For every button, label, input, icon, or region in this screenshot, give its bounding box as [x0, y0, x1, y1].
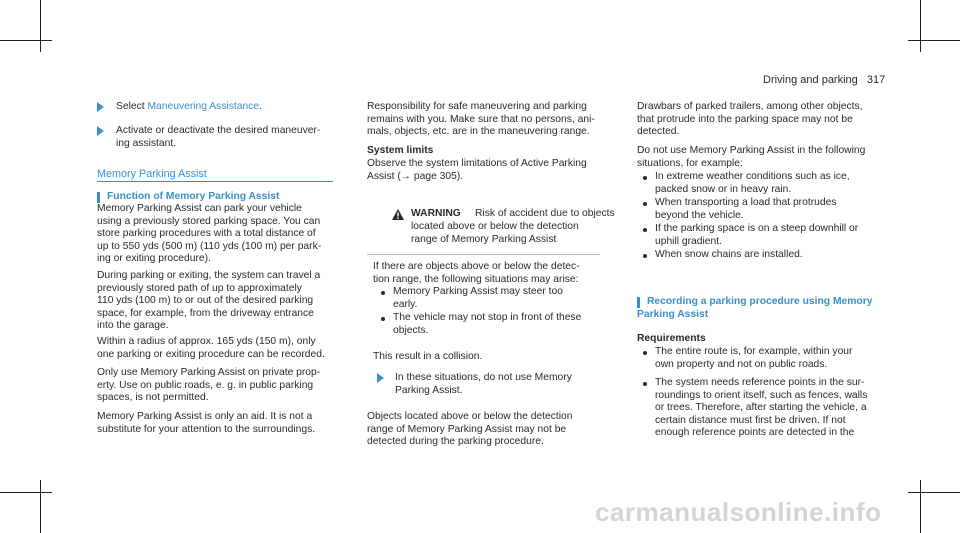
list-item: In extreme weather conditions such as ice, packed snow or in heavy rain. — [655, 171, 850, 195]
bullet-icon — [643, 254, 647, 258]
warning-heading: Risk of accident due to objects — [475, 208, 615, 219]
bullet-icon — [643, 382, 647, 386]
paragraph: Observe the system limitations of Active Parking Assist (→ page 305). — [367, 158, 587, 182]
maneuvering-assistance-link[interactable]: Maneuvering Assistance — [147, 101, 260, 112]
list-item: The vehicle may not stop in front of these objects. — [393, 312, 582, 336]
requirements-title: Requirements — [637, 333, 706, 344]
warning-heading-cont: located above or below the detection range of Memory Parking Assist — [411, 221, 579, 245]
paragraph: Only use Memory Parking Assist on private prop- erty. Use on public roads, e. g. in public parking spaces, is not permitted. — [97, 367, 321, 404]
subsection-title: Recording a parking procedure using Memory — [647, 296, 873, 307]
paragraph: Objects located above or below the detection range of Memory Parking Assist may not be detected during the parking procedure. — [367, 411, 573, 448]
step-arrow-icon — [97, 126, 104, 136]
paragraph: Memory Parking Assist can park your vehicle using a previously stored parking space. You can store parking procedures with a total distance of up to 550 yds (500 m) (110 yds (100 m) per park- ing or exiting procedure). — [97, 203, 322, 265]
section-title: Memory Parking Assist — [97, 168, 207, 180]
list-item: When transporting a load that protrudes beyond the vehicle. — [655, 197, 837, 221]
paragraph: Do not use Memory Parking Assist in the following situations, for example: — [637, 145, 866, 169]
bullet-icon — [643, 202, 647, 206]
subsection-title-cont: Parking Assist — [637, 309, 709, 320]
crop-mark — [0, 40, 52, 41]
warning-label: WARNING — [411, 208, 461, 219]
step-select: Select Maneuvering Assistance. — [116, 101, 262, 112]
bullet-icon — [643, 351, 647, 355]
subsection-bar — [637, 297, 640, 308]
step-activate: Activate or deactivate the desired maneuver- ing assistant. — [116, 125, 321, 149]
page-number: 317 — [866, 74, 886, 86]
warning-triangle-icon — [392, 209, 404, 220]
warning-intro: If there are objects above or below the detec- tion range, the following situations may arise: — [373, 261, 580, 285]
list-item: Memory Parking Assist may steer too early. — [393, 286, 563, 310]
crop-mark — [40, 480, 41, 533]
section-name: Driving and parking — [763, 74, 858, 86]
crop-mark — [0, 492, 52, 493]
bullet-icon — [643, 228, 647, 232]
warning-result: This result in a collision. — [373, 351, 483, 362]
subsection-title: Function of Memory Parking Assist — [107, 191, 280, 202]
step-arrow-icon — [377, 373, 384, 383]
crop-mark — [908, 492, 960, 493]
crop-mark — [908, 40, 960, 41]
watermark: carmanualsonline.info — [595, 497, 882, 527]
subsection-bar — [97, 192, 100, 203]
bullet-icon — [381, 317, 385, 321]
paragraph: Memory Parking Assist is only an aid. It is not a substitute for your attention to the surroundings. — [97, 411, 316, 435]
list-item: The system needs reference points in the sur- roundings to orient itself, such as fences, walls or trees. Therefore, after starting the vehicle, a certain distance must first be driven. If not enough reference points are detected in the — [655, 377, 868, 439]
list-item: When snow chains are installed. — [655, 249, 803, 260]
bullet-icon — [381, 291, 385, 295]
crop-mark — [920, 480, 921, 533]
step-arrow-icon — [97, 102, 104, 112]
paragraph: Responsibility for safe maneuvering and parking remains with you. Make sure that no persons, ani- mals, objects, etc. are in the maneuvering range. — [367, 101, 595, 138]
paragraph: Drawbars of parked trailers, among other objects, that protrude into the parking space may not be detected. — [637, 101, 863, 138]
warning-divider — [367, 254, 600, 255]
section-rule — [97, 181, 333, 182]
running-header — [763, 74, 885, 86]
paragraph: During parking or exiting, the system can travel a previously stored path of up to approximately 110 yds (100 m) to or out of the desired parking space, for example, from the driveway entrance into the garage. — [97, 270, 321, 332]
list-item: If the parking space is on a steep downhill or uphill gradient. — [655, 223, 859, 247]
system-limits-title: System limits — [367, 145, 434, 156]
paragraph: Within a radius of approx. 165 yds (150 m), only one parking or exiting procedure can be recorded. — [97, 336, 325, 360]
crop-mark — [920, 0, 921, 52]
warning-step: In these situations, do not use Memory Parking Assist. — [395, 372, 572, 396]
crop-mark — [40, 0, 41, 52]
bullet-icon — [643, 176, 647, 180]
list-item: The entire route is, for example, within your own property and not on public roads. — [655, 346, 853, 370]
